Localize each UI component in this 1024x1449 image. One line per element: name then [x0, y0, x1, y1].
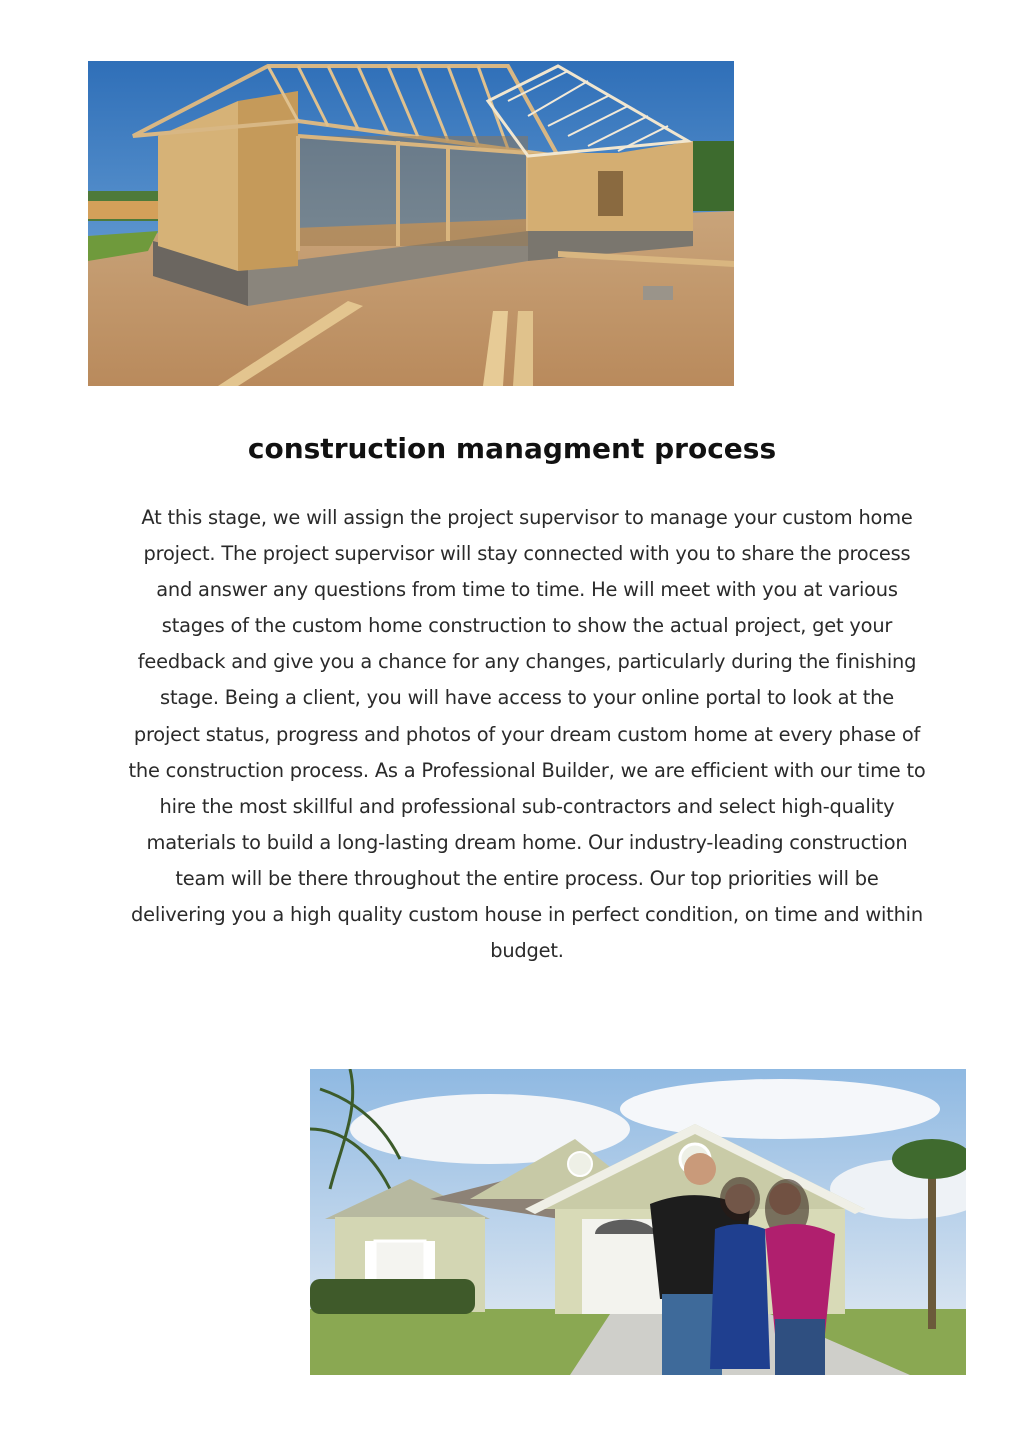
- section-body: At this stage, we will assign the project supervisor to manage your custom home project. The project supervisor will stay connected with you to share the process and answer any questions from time to time. He will meet with you at various stages of the custom home construction to show the actual project, get your feedback and give you a chance for any changes, particularly during the finishing stage. Being a client, you will have access to your online portal to look at the project status, progress and photos of your dream custom home at every phase of the construction process. As a Professional Builder, we are efficient with our time to hire the most skillful and professional sub-contractors and select high-quality materials to build a long-lasting dream home. Our industry-leading construction team will be there throughout the entire process. Our top priorities will be delivering you a high quality custom house in perfect condition, on time and within budget.: [128, 506, 926, 963]
- construction-photo: [88, 61, 734, 386]
- family-house-photo: [310, 1069, 966, 1375]
- section-title: construction managment process: [247, 432, 777, 465]
